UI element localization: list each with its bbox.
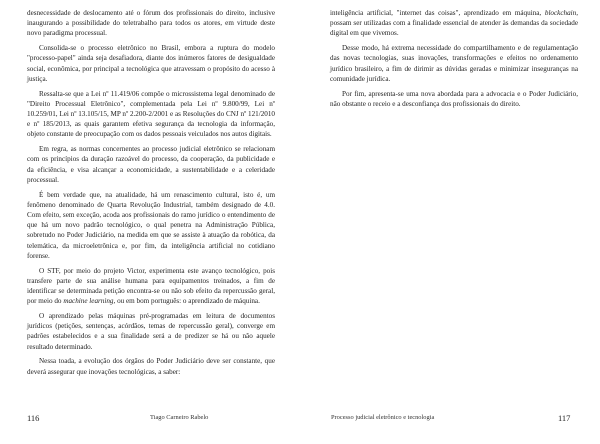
left-text-column [27, 8, 275, 377]
right-footer [300, 413, 600, 427]
right-page [300, 0, 600, 444]
paragraph-text: inteligência artificial, "internet das coisas", aprendizado em máquina, [330, 9, 542, 17]
paragraph-stf [27, 266, 275, 307]
left-footer [0, 413, 300, 427]
paragraph: Consolida-se o processo eletrônico no Brasil, embora a ruptura do modelo "processo-papel" ainda seja desafiadora, diante dos inúmeros fatores de desigualdade social, econômica, por principal a tecnológica que atravessam o propósito do acesso à justiça. [27, 44, 275, 83]
right-text-column [330, 8, 578, 109]
paragraph-text: possam ser utilizadas com a finalidade essencial de atender às demandas da sociedade digital em que vivemos. [330, 19, 578, 38]
paragraph: Ressalta-se que a Lei nº 11.419/06 compõe o microssistema legal denominado de "Direito Processual Eletrônico", complementada pela Lei nº 9.800/99, Lei nº 10.259/01, Lei nº 13.105/15, MP nº 2.200-2/2001 e as Resoluções do CNJ nº 121/2010 e nº 185/2013, as quais garantem efetiva segurança da tecnologia da informação, objeto constante de preocupação com os dados pessoais veiculados nos autos digitais. [27, 89, 275, 139]
paragraph-text: O STF, por meio do projeto Victor, experimenta este avanço tecnológico, pois transfere parte de sua análise humana para equipamentos treinados, a fim de identificar se determinada petição encontra-se ou não sob efeito da repercussão geral, por meio do [27, 266, 275, 306]
paragraph: desnecessidade de deslocamento até o fórum dos profissionais do direito, inclusive inaugurando a possibilidade do teletrabalho para todos os atores, em virtude deste novo paradigma processual. [27, 9, 275, 38]
paragraph-continued [330, 8, 578, 39]
paragraph: Nessa toada, a evolução dos órgãos do Poder Judiciário deve ser constante, que deverá assegurar que inovações tecnológicas, a saber: [27, 357, 275, 376]
paragraph: O aprendizado pelas máquinas pré-programadas em leitura de documentos jurídicos (petições, sentenças, acórdãos, temas de repercussão geral), converge em padrões estabelecidos e a sua finalidade será a de predizer se há ou não aquele resultado determinado. [27, 312, 275, 351]
italic-term: blockchain, [544, 9, 578, 17]
italic-term: machine learning, [63, 297, 116, 306]
paragraph: Desse modo, há extrema necessidade do compartilhamento e de regulamentação das novas tecnologias, suas inovações, transformações e efeitos no ordenamento jurídico brasileiro, a fim de dirimir as dúvidas geradas e minimizar inseguranças na comunidade jurídica. [330, 44, 578, 83]
paragraph-text: ou em bom português: o aprendizado de máquina. [117, 297, 260, 306]
paragraph: Por fim, apresenta-se uma nova abordada para a advocacia e o Poder Judiciário, não obstante o receio e a desconfiança dos profissionais do direito. [330, 89, 578, 108]
running-head: Tiago Carneiro Rabelo [150, 414, 209, 421]
page-number: 116 [27, 413, 40, 423]
page-number: 117 [558, 413, 571, 423]
paragraph: Em regra, as normas concernentes ao processo judicial eletrônico se relacionam com os princípios da duração razoável do processo, da cooperação, da publicidade e da eficiência, e visa alcançar a economicidade, a sustentabilidade e a celeridade processual. [27, 145, 275, 184]
running-head: Processo judicial eletrônico e tecnologia [331, 414, 435, 421]
paragraph: É bem verdade que, na atualidade, há um renascimento cultural, isto é, um fenômeno denominado de Quarta Revolução Industrial, também designado de 4.0. Com efeito, sem exceção, acoda aos profissionais do ramo jurídico o entendimento de que há um novo padrão tecnológico, o qual penetra na Administração Pública, sobretudo no Poder Judiciário, na medida em que se assiste à atuação da robótica, da telemática, da microeletrônica e, por fim, da inteligência artificial no cotidiano forense. [27, 190, 275, 260]
